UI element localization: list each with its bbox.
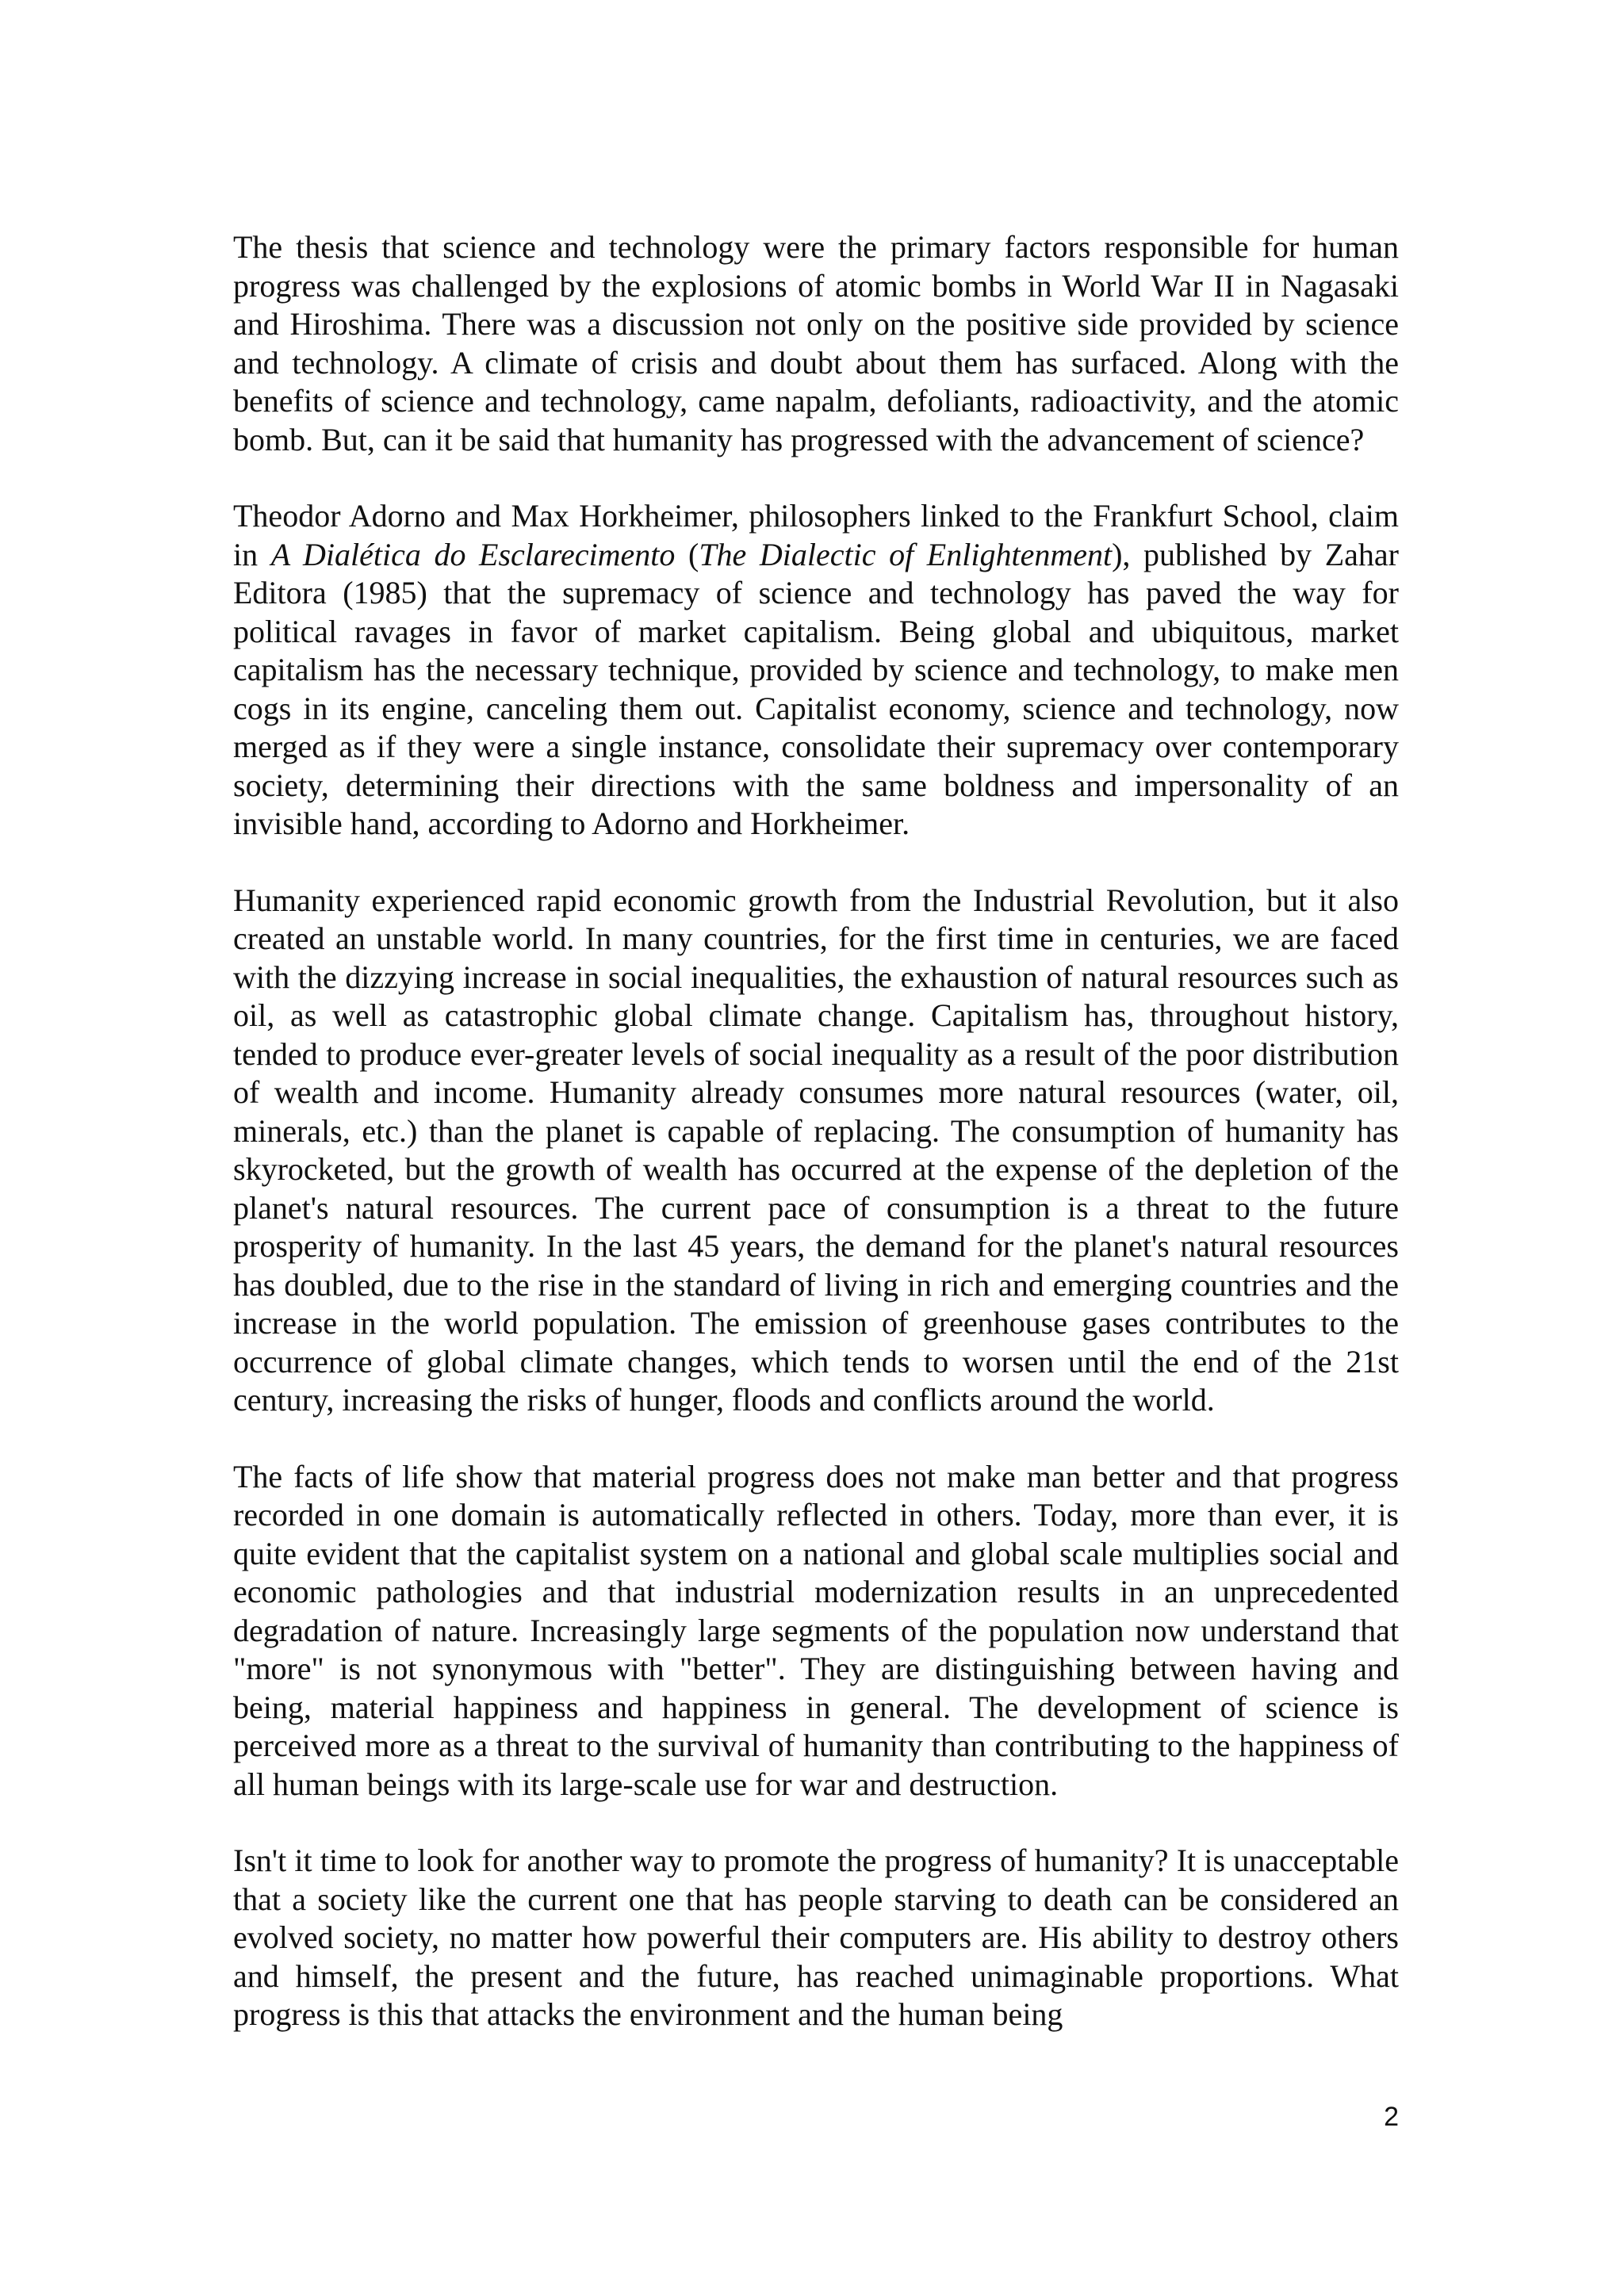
paragraph-3-text: Humanity experienced rapid economic growth from the Industrial Revolution, but it also created an unstable world. In many countries, for the first time in centuries, we are faced with the dizzying increase in social inequalities, the exhaustion of natural resources such as oil, as well as catastrophic global climate change. Capitalism has, throughout history, tended to produce ever-greater levels of social inequality as a result of the poor distribution of wealth and income. Humanity already consumes more natural resources (water, oil, minerals, etc.) than the planet is capable of replacing. The consumption of humanity has skyrocketed, but the growth of wealth has occurred at the expense of the depletion of the planet's natural resources. The current pace of consumption is a threat to the future prosperity of humanity. In the last 45 years, the demand for the planet's natural resources has doubled, due to the rise in the standard of living in rich and emerging countries and the increase in the world population. The emission of greenhouse gases contributes to the occurrence of global climate changes, which tends to worsen until the end of the 21st century, increasing the risks of hunger, floods and conflicts around the world. xyxy=(233,882,1399,1418)
paragraph-2-text-c: ), published by Zahar Editora (1985) that the supremacy of science and technology has paved the way for political ravages in favor of market capitalism. Being global and ubiquitous, market capitalism has the necessary technique, provided by science and technology, to make men cogs in its engine, canceling them out. Capitalist economy, science and technology, now merged as if they were a single instance, consolidate their supremacy over contemporary society, determining their directions with the same boldness and impersonality of an invisible hand, according to Adorno and Horkheimer. xyxy=(233,536,1399,841)
paragraph-1 xyxy=(233,228,1399,459)
paragraph-4 xyxy=(233,1458,1399,1804)
paragraph-3 xyxy=(233,882,1399,1420)
paragraph-1-text: The thesis that science and technology were the primary factors responsible for human progress was challenged by the explosions of atomic bombs in World War II in Nagasaki and Hiroshima. There was a discussion not only on the positive side provided by science and technology. A climate of crisis and doubt about them has surfaced. Along with the benefits of science and technology, came napalm, defoliants, radioactivity, and the atomic bomb. But, can it be said that humanity has progressed with the advancement of science? xyxy=(233,229,1399,457)
paragraph-2-text-a: Theodor Adorno and Max Horkheimer, philosophers linked to the Frankfurt School, claim in xyxy=(233,498,1399,572)
paragraph-5-text: Isn't it time to look for another way to promote the progress of humanity? It is unacceptable that a society like the current one that has people starving to death can be considered an evolved society, no matter how powerful their computers are. His ability to destroy others and himself, the present and the future, has reached unimaginable proportions. What progress is this that attacks the environment and the human being xyxy=(233,1843,1399,2032)
document-body xyxy=(233,228,1399,2034)
book-title-portuguese: A Dialética do Esclarecimento xyxy=(270,536,676,572)
paragraph-2 xyxy=(233,497,1399,844)
page-number: 2 xyxy=(1384,2102,1399,2132)
paragraph-5 xyxy=(233,1842,1399,2034)
paragraph-2-text-b: ( xyxy=(675,536,699,572)
paragraph-4-text: The facts of life show that material progress does not make man better and that progress recorded in one domain is automatically reflected in others. Today, more than ever, it is quite evident that the capitalist system on a national and global scale multiplies social and economic pathologies and that industrial modernization results in an unprecedented degradation of nature. Increasingly large segments of the population now understand that "more" is not synonymous with "better". They are distinguishing between having and being, material happiness and happiness in general. The development of science is perceived more as a threat to the survival of humanity than contributing to the happiness of all human beings with its large-scale use for war and destruction. xyxy=(233,1458,1399,1802)
book-title-english: The Dialectic of Enlightenment xyxy=(699,536,1113,572)
